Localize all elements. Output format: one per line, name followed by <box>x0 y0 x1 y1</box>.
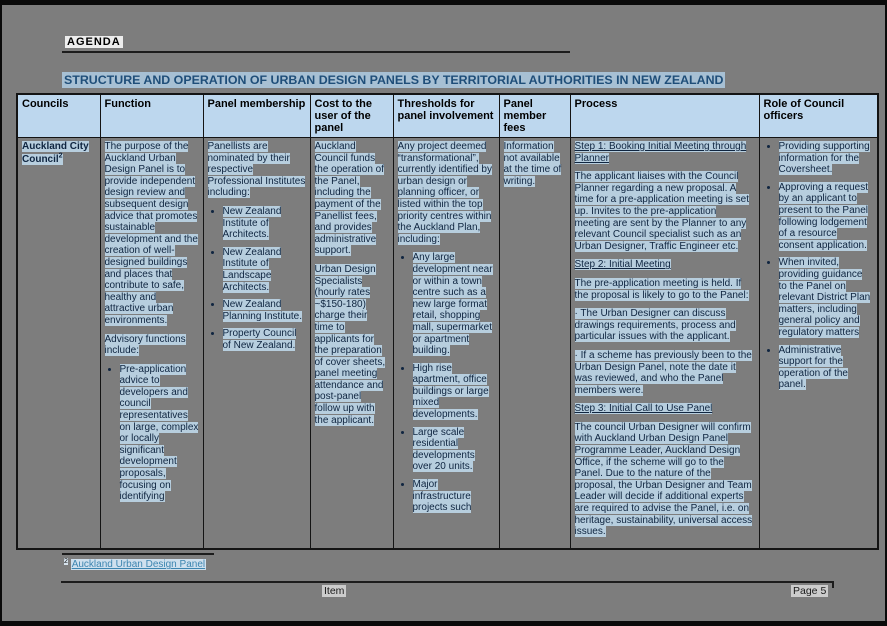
footnote <box>64 558 206 570</box>
footnote-link[interactable]: Auckland Urban Design Panel <box>71 559 206 571</box>
footer-rule-tick <box>832 581 834 588</box>
footer-page-number: Page 5 <box>793 585 827 597</box>
agenda-underline <box>62 51 570 53</box>
paragraph: The applicant liaises with the Council Planner regarding a new proposal. A time for a pre-application meeting is set up. Invites to the pre-application meeting are sent by the Planner to any relevant Council specialist such as an Urban Designer, Traffic Engineer etc. <box>574 171 750 252</box>
paragraph: · The Urban Designer can discuss drawings requirements, process and particular issues with the applicant. <box>574 308 736 343</box>
cell-function <box>100 138 203 550</box>
bullet-item: • New Zealand Institute of Architects. <box>223 206 306 241</box>
agenda-label: AGENDA <box>67 36 121 48</box>
step-heading: Step 2: Initial Meeting <box>574 259 671 271</box>
col-header-fees: Panel member fees <box>499 94 570 138</box>
step-heading: Step 3: Initial Call to Use Panel <box>574 403 713 415</box>
paragraph: Advisory functions include: <box>104 333 186 357</box>
paragraph: Information not available at the time of writing. <box>503 141 562 187</box>
paragraph: The council Urban Designer will confirm with Auckland Urban Design Panel Programme Leader, Auckland Design Office, if the scheme will go to the Panel. Due to the nature of the proposal, the Urban Designer and Team Leader will decide if additional experts are required to advise the Panel, i.e. on heritage, sustainability, universal access issues. <box>574 421 753 538</box>
agenda-heading <box>65 36 123 48</box>
step-heading: Step 1: Booking Initial Meeting through Planner <box>574 141 747 164</box>
paragraph: · If a scheme has previously been to the Urban Design Panel, note the date it was reviewed, and who the Panel members were. <box>574 349 752 396</box>
page-title: STRUCTURE AND OPERATION OF URBAN DESIGN PANELS BY TERRITORIAL AUTHORITIES IN NEW ZEALAND <box>64 73 724 87</box>
bullet-item: • Pre-application advice to developers and council representatives on large, complex or locally significant development proposals, focusing on identifying <box>120 364 199 503</box>
col-header-councils: Councils <box>17 94 100 138</box>
bullet-item: • Major infrastructure projects such <box>413 479 495 514</box>
bullet-item: • When invited, providing guidance to the Panel on relevant District Plan matters, including general policy and regulatory matters <box>779 257 874 338</box>
footnote-separator <box>62 553 214 555</box>
cell-thresholds <box>393 138 499 550</box>
bullet-item: • High rise apartment, office buildings or large mixed developments. <box>413 363 495 421</box>
paragraph: Panellists are nominated by their respective Professional Institutes including: <box>207 141 306 199</box>
cell-cost <box>310 138 393 550</box>
cell-role <box>759 138 878 550</box>
bullet-item: • Approving a request by an applicant to present to the Panel following lodgement of a resource consent application. <box>779 182 874 252</box>
cell-panel-membership <box>203 138 310 550</box>
footer-rule <box>61 581 834 583</box>
col-header-panel-membership: Panel membership <box>203 94 310 138</box>
paragraph: Urban Design Specialists (hourly rates ~$150-180) charge their time to applicants for the preparation of cover sheets, panel meeting attendance and post-panel follow up with the applicant. <box>314 263 386 426</box>
bullet-item: • Any large development near or within a town centre such as a new large format retail, shopping mall, supermarket or apartment building. <box>413 252 495 356</box>
col-header-function: Function <box>100 94 203 138</box>
urban-design-panels-table <box>16 93 879 550</box>
cell-councils: Auckland City Council$^2$ <box>17 138 100 550</box>
col-header-cost: Cost to the user of the panel <box>310 94 393 138</box>
col-header-thresholds: Thresholds for panel involvement <box>393 94 499 138</box>
table-header-row <box>17 94 878 138</box>
bullet-item: • New Zealand Planning Institute. <box>223 299 306 322</box>
footnote-ref: 2 <box>58 152 63 160</box>
paragraph: Auckland Council funds the operation of the Panel, including the payment of the Panellist fees, and provides administrative support. <box>314 141 384 257</box>
table-row <box>17 138 878 550</box>
col-header-process: Process <box>570 94 759 138</box>
footer-item-label: Item <box>324 585 345 597</box>
cell-fees <box>499 138 570 550</box>
paragraph: The pre-application meeting is held. If the proposal is likely to go to the Panel: <box>574 277 749 301</box>
col-header-role: Role of Council officers <box>759 94 878 138</box>
footnote-marker: 2 <box>64 558 68 565</box>
bullet-item: • Providing supporting information for the Coversheet. <box>779 141 874 176</box>
paragraph: The purpose of the Auckland Urban Design Panel is to provide independent design review and subsequent design advice that promotes sustainable development and the creation of well-designed buildings and places that contribute to safe, healthy and attractive urban environments. <box>104 141 198 326</box>
bullet-item: • Large scale residential developments over 20 units. <box>413 427 495 473</box>
bullet-item: • Administrative support for the operation of the panel. <box>779 345 874 391</box>
cell-process <box>570 138 759 550</box>
paragraph: Any project deemed “transformational”, currently identified by urban design or planning officer, or listed within the top priority centres within the Auckland Plan, including: <box>397 141 492 245</box>
bullet-item: • Property Council of New Zealand. <box>223 328 306 351</box>
bullet-item: • New Zealand Institute of Landscape Architects. <box>223 247 306 293</box>
